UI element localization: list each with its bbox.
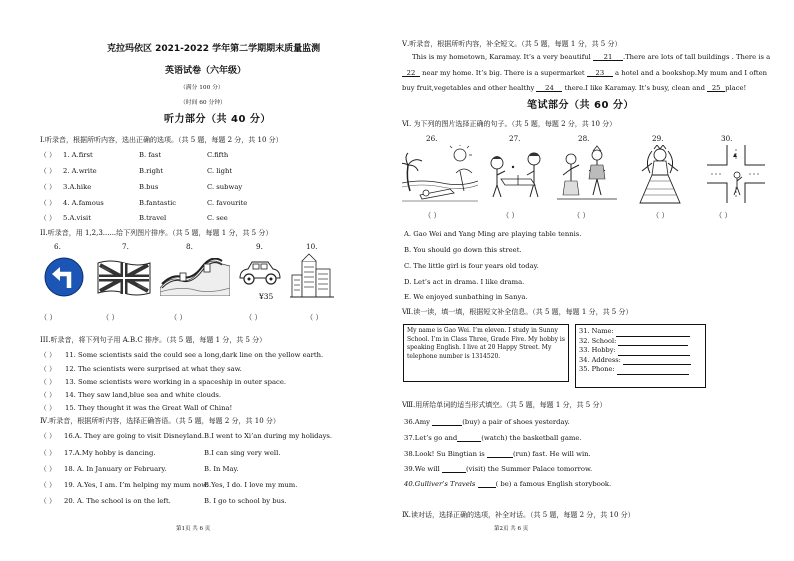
sentence-end: (watch) the basketball game. (481, 434, 582, 442)
passage-text: This is my hometown, Karamay. It’s a very beautiful (412, 53, 591, 61)
answer-paren[interactable]: （ ） (502, 211, 519, 220)
answer-paren[interactable]: （ ） (40, 351, 56, 359)
sentence-text: 15. They thought it was the Great Wall of China! (65, 404, 233, 412)
sentence-start: 37.Let’s go and (404, 434, 458, 442)
field-label: 34. Address: (579, 355, 621, 364)
address-field[interactable] (623, 358, 691, 365)
section2-instruction: II.听录音，用 1,2,3......给下列图片排序。（共 5 题，每题 1 分，共 5 分） (40, 229, 273, 237)
option-b: B.I can sing very well. (204, 449, 281, 457)
list-item (404, 480, 611, 488)
exam-subtitle: 英语试卷（六年级） (165, 66, 247, 76)
option-b: B.travel (139, 214, 167, 222)
blank-22[interactable] (402, 69, 420, 77)
option-c: C. subway (207, 183, 243, 191)
blank-36[interactable] (432, 418, 462, 426)
option-b: B. In May. (204, 465, 239, 473)
union-jack-flag-icon (96, 257, 152, 299)
sentence-text: 11. Some scientists said the could see a long,dark line on the yellow earth. (65, 351, 324, 359)
blank-25[interactable] (707, 84, 725, 92)
sentence-text: 12. The scientists were surprised at what they saw. (65, 365, 242, 373)
option-a: 16.A. They are going to visit Disneyland. (64, 432, 204, 440)
blank-number: 25 (711, 84, 721, 93)
street-directions-icon (707, 145, 765, 203)
name-field[interactable] (616, 330, 690, 337)
answer-paren[interactable]: （ ） (40, 365, 56, 373)
answer-paren[interactable]: （ ） (306, 313, 323, 322)
section5-instruction: Ⅴ.听录音，根据所听内容，补全短文。（共 5 题，每题 1 分，共 5 分） (402, 40, 622, 48)
answer-paren[interactable]: （ ） (424, 211, 441, 220)
passage-text: a hotel and a bookshop.My mum and I often (615, 69, 767, 77)
option-b: B. You should go down this street. (404, 246, 522, 254)
blank-37[interactable] (457, 434, 481, 442)
option-b: B. fast (139, 151, 162, 159)
field-label: 32. School: (579, 336, 617, 345)
blank-number: 23 (595, 69, 605, 78)
form-row (579, 356, 702, 366)
exam-time: （时间 60 分钟） (180, 100, 226, 106)
answer-paren[interactable]: （ ） (652, 211, 669, 220)
picture-number: 9. (256, 242, 263, 251)
option-a: 19. A.Yes, I am. I’m helping my mum now. (64, 481, 209, 489)
option-c: C. favourite (207, 199, 248, 207)
answer-paren[interactable]: （ ） (573, 211, 590, 220)
answer-paren[interactable]: （ ） (40, 497, 56, 505)
blank-21[interactable] (593, 53, 623, 61)
blank-number: 24 (545, 84, 554, 93)
section7-instruction: Ⅶ.读一读，填一填，根据短文补全信息。（共 5 题，每题 1 分，共 5 分） (402, 308, 633, 316)
answer-paren[interactable]: （ ） (40, 313, 57, 322)
picture-number: 29. (652, 134, 664, 143)
page-footer: 第1页 共 6 页 (176, 526, 211, 532)
passage-line-3 (402, 84, 746, 92)
school-field[interactable] (618, 339, 688, 346)
full-score: （满分 100 分） (180, 85, 224, 91)
form-row (579, 337, 702, 347)
option-a: 4. A.famous (63, 199, 104, 207)
form-row (579, 327, 702, 337)
section1-instruction: Ⅰ.听录音，根据所听内容，选出正确的选项。（共 5 题，每题 2 分，共 10 分） (40, 136, 283, 144)
option-b: B.right (139, 167, 164, 175)
answer-paren[interactable]: （ ） (102, 313, 119, 322)
blank-39[interactable] (442, 465, 466, 473)
option-c: C. see (207, 214, 228, 222)
phone-field[interactable] (617, 368, 689, 375)
page-footer: 第2页 共 6 页 (494, 526, 529, 532)
sentence-start: 36.Amy (404, 418, 431, 426)
option-a: 17.A.My hobby is dancing. (64, 449, 156, 457)
passage-text: buy fruit,vegetables and other healthy (402, 84, 535, 92)
passage-line: speaking English. I live at 20 Happy Street. My (407, 344, 552, 352)
list-item (404, 465, 592, 473)
option-c: C. light (207, 167, 233, 175)
list-item (404, 418, 570, 426)
option-e: E. We enjoyed sunbathing in Sanya. (404, 293, 528, 301)
sentence-text: 13. Some scientists were working in a spaceship in outer space. (65, 378, 287, 386)
picture-number: 26. (426, 134, 438, 143)
princess-costume-icon (632, 145, 688, 207)
option-b: B.Yes, I do. I love my mum. (204, 481, 298, 489)
option-b: B. I go to school by bus. (204, 497, 287, 505)
form-row (579, 365, 702, 375)
passage-text: there.I like Karamay. It’s busy, clean and (564, 84, 705, 92)
list-item (404, 450, 591, 458)
answer-paren[interactable]: （ ） (40, 481, 56, 489)
answer-paren[interactable]: （ ） (40, 391, 56, 399)
answer-paren[interactable]: （ ） (40, 432, 56, 440)
exam-title: 克拉玛依区 2021-2022 学年第二学期期末质量监测 (107, 44, 321, 54)
answer-paren[interactable]: （ ） (40, 214, 56, 222)
answer-paren[interactable]: （ ） (715, 211, 732, 220)
option-a: A. Gao Wei and Yang Ming are playing table tennis. (404, 230, 582, 238)
option-b: B.fantastic (139, 199, 177, 207)
sentence-end: (buy) a pair of shoes yesterday. (462, 418, 570, 426)
option-b: B.bus (139, 183, 159, 191)
picture-number: 8. (186, 242, 193, 251)
picture-number: 30. (721, 134, 733, 143)
option-b: B.I went to Xi’an during my holidays. (204, 432, 333, 440)
sentence-start: 39.We will (404, 465, 440, 473)
blank-number: 22 (406, 69, 416, 78)
reading-passage-box (403, 324, 569, 382)
picture-number: 6. (54, 242, 61, 251)
passage-line: My name is Gao Wei. I’m eleven. I study in Sunny (407, 327, 558, 334)
blank-24[interactable] (536, 84, 562, 92)
info-form-box (575, 324, 706, 388)
right-page (397, 0, 794, 561)
option-d: D. Let’s act in drama. I like drama. (404, 278, 525, 286)
option-a: 20. A. The school is on the left. (64, 497, 171, 505)
answer-paren[interactable]: （ ） (40, 167, 56, 175)
answer-paren[interactable]: （ ） (40, 404, 56, 412)
passage-text: place! (725, 84, 747, 92)
answer-paren[interactable]: （ ） (170, 313, 187, 322)
ping-pong-icon (487, 145, 547, 203)
passage-line-2 (402, 69, 767, 77)
sentence-end: ( be) a famous English storybook. (495, 480, 612, 488)
passage-text: .There are lots of tall buildings . There is a (622, 53, 771, 61)
sentence-text: 14. They saw land,blue sea and white clouds. (65, 391, 222, 399)
written-heading: 笔试部分（共 60 分） (527, 100, 634, 111)
picture-number: 28. (578, 134, 590, 143)
passage-text: near my home. It’s big. There is a supermarket (422, 69, 585, 77)
answer-paren[interactable]: （ ） (40, 183, 56, 191)
sentence-end: (run) fast. He will win. (512, 450, 591, 458)
sentence-end: (visit) the Summer Palace tomorrow. (465, 465, 593, 473)
listening-heading: 听力部分（共 40 分） (164, 114, 271, 125)
great-wall-icon (160, 258, 230, 296)
passage-line: School. I’m in Class Three, Grade Five. My hobby is (407, 335, 565, 343)
answer-paren[interactable]: （ ） (40, 151, 56, 159)
option-c: C.fifth (207, 151, 229, 159)
blank-number: 21 (603, 53, 613, 62)
option-a: 1. A.first (63, 151, 93, 159)
option-a: 5.A.visit (63, 214, 91, 222)
option-a: 18. A. In January or February. (64, 465, 167, 473)
passage-line-1 (412, 53, 770, 61)
section8-instruction: Ⅷ.用所给单词的适当形式填空。（共 5 题，每题 1 分，共 5 分） (402, 401, 607, 409)
section6-instruction: Ⅵ. 为下列的图片选择正确的句子。（共 5 题，每题 2 分，共 10 分） (402, 120, 617, 128)
section4-instruction: Ⅳ.听录音，根据所听内容，选择正确答语。（共 5 题，每题 2 分，共 10 分） (40, 417, 280, 425)
blank-38[interactable] (487, 450, 513, 458)
sentence-start: 40.Gulliver’s Travels (404, 480, 476, 488)
option-a: 2. A.write (63, 167, 97, 175)
field-label: 31. Name: (579, 327, 614, 335)
form-row (579, 346, 702, 356)
answer-paren[interactable]: （ ） (40, 465, 56, 473)
option-a: 3.A.hike (63, 183, 92, 191)
drama-play-icon (557, 145, 617, 203)
field-label: 35. Phone: (579, 365, 615, 374)
sentence-start: 38.Look! Su Bingtian is (404, 450, 485, 458)
passage-line: telephone number is 1314520. (407, 353, 501, 361)
beach-sunbathing-icon (402, 145, 478, 203)
city-buildings-icon (290, 253, 334, 299)
toy-car-icon (236, 258, 282, 288)
picture-number: 10. (306, 242, 318, 251)
section9-instruction: Ⅸ.读对话，选择正确的选项，补全对话。（共 5 题，每题 2 分，共 10 分） (402, 511, 635, 519)
section3-instruction: III.听录音，将下列句子用 A.B.C 排序。（共 5 题，每题 1 分，共 5 分） (40, 336, 267, 344)
blank-23[interactable] (587, 69, 613, 77)
picture-number: 7. (122, 242, 129, 251)
hobby-field[interactable] (618, 349, 690, 356)
answer-paren[interactable]: （ ） (40, 378, 56, 386)
answer-paren[interactable]: （ ） (40, 199, 56, 207)
field-label: 33. Hobby: (579, 346, 616, 355)
price-label: ¥35 (259, 292, 274, 301)
turn-left-sign-icon (44, 257, 84, 297)
picture-number: 27. (509, 134, 521, 143)
answer-paren[interactable]: （ ） (40, 449, 56, 457)
list-item (404, 434, 582, 442)
option-c: C. The little girl is four years old today. (404, 262, 539, 270)
answer-paren[interactable]: （ ） (245, 313, 262, 322)
blank-40[interactable] (478, 480, 496, 488)
